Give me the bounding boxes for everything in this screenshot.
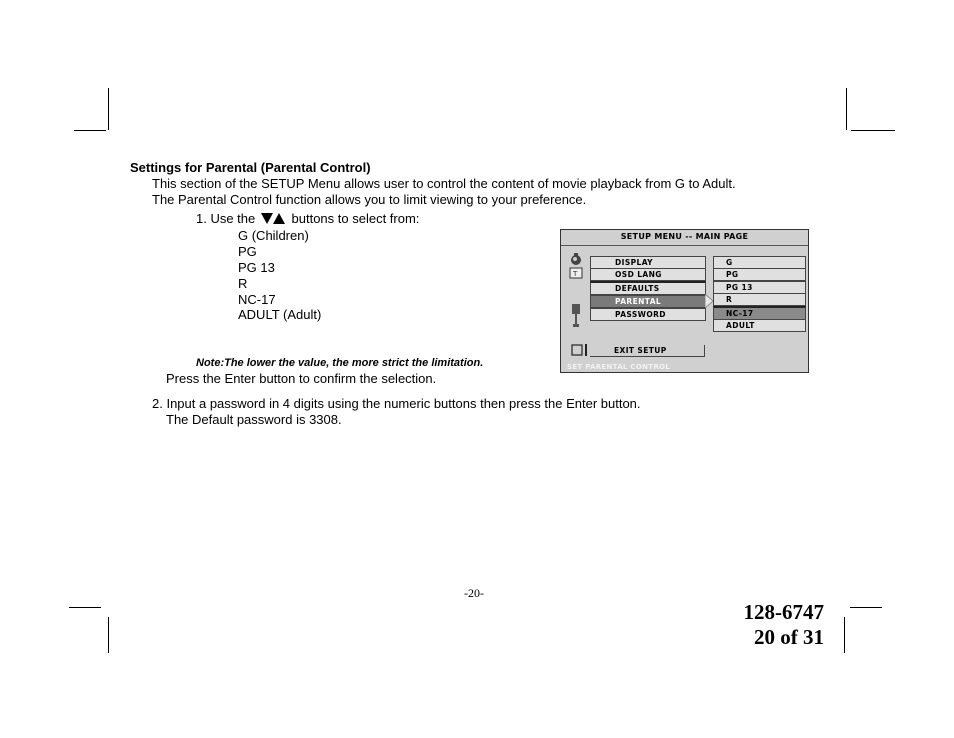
osd-option-r[interactable]: R (713, 293, 806, 306)
step-1-instruction (196, 211, 419, 226)
crop-mark (851, 130, 895, 131)
display-icon (569, 252, 583, 266)
osd-option-adult[interactable]: ADULT (713, 319, 806, 332)
crop-mark (108, 617, 109, 653)
osd-option-g[interactable]: G (713, 256, 806, 269)
osd-screenshot (560, 229, 809, 373)
default-password-line: The Default password is 3308. (166, 412, 342, 427)
page-of-total: 20 of 31 (754, 625, 824, 649)
osd-menu-osd-lang[interactable]: OSD LANG (590, 268, 706, 281)
up-triangle-icon (273, 213, 285, 224)
rating-item: ADULT (Adult) (238, 307, 322, 322)
rating-item: R (238, 276, 248, 291)
crop-mark (846, 88, 847, 130)
osd-title: SETUP MENU -- MAIN PAGE (561, 230, 808, 246)
svg-text:T: T (573, 270, 578, 278)
osd-status-text: SET PARENTAL CONTROL (567, 363, 671, 371)
crop-mark (108, 88, 109, 130)
rating-item: NC-17 (238, 292, 276, 307)
osd-menu-password[interactable]: PASSWORD (590, 308, 706, 321)
rating-item: G (Children) (238, 228, 309, 243)
osd-lang-icon (569, 267, 583, 279)
step-1-suffix: buttons to select from: (291, 211, 420, 226)
page-number: -20- (464, 586, 484, 600)
osd-menu-parental[interactable]: PARENTAL (590, 295, 706, 308)
crop-mark (69, 607, 101, 608)
osd-exit-setup[interactable]: EXIT SETUP (590, 345, 705, 357)
intro-line: The Parental Control function allows you to limit viewing to your preference. (152, 192, 587, 207)
document-id: 128-6747 (743, 600, 824, 624)
osd-option-pg[interactable]: PG (713, 268, 806, 281)
crop-mark (844, 617, 845, 653)
crop-mark (74, 130, 106, 131)
step-2-instruction: 2. Input a password in 4 digits using the numeric buttons then press the Enter button. (152, 396, 641, 411)
osd-option-pg13[interactable]: PG 13 (713, 281, 806, 294)
step-1-prefix: 1. Use the (196, 211, 256, 226)
parental-lock-icon (571, 304, 581, 328)
section-heading: Settings for Parental (Parental Control) (130, 160, 371, 175)
rating-item: PG (238, 244, 257, 259)
intro-line: This section of the SETUP Menu allows user to control the content of movie playback from G to Adult. (152, 176, 736, 191)
rating-item: PG 13 (238, 260, 275, 275)
exit-icon (571, 343, 591, 357)
note: Note:The lower the value, the more strict the limitation. (196, 357, 484, 369)
osd-option-nc17[interactable]: NC-17 (713, 306, 806, 320)
down-triangle-icon (261, 213, 273, 224)
osd-menu-display[interactable]: DISPLAY (590, 256, 706, 269)
submenu-arrow-icon (705, 294, 713, 308)
confirm-instruction: Press the Enter button to confirm the selection. (166, 371, 437, 386)
crop-mark (850, 607, 882, 608)
osd-menu-defaults[interactable]: DEFAULTS (590, 281, 706, 295)
